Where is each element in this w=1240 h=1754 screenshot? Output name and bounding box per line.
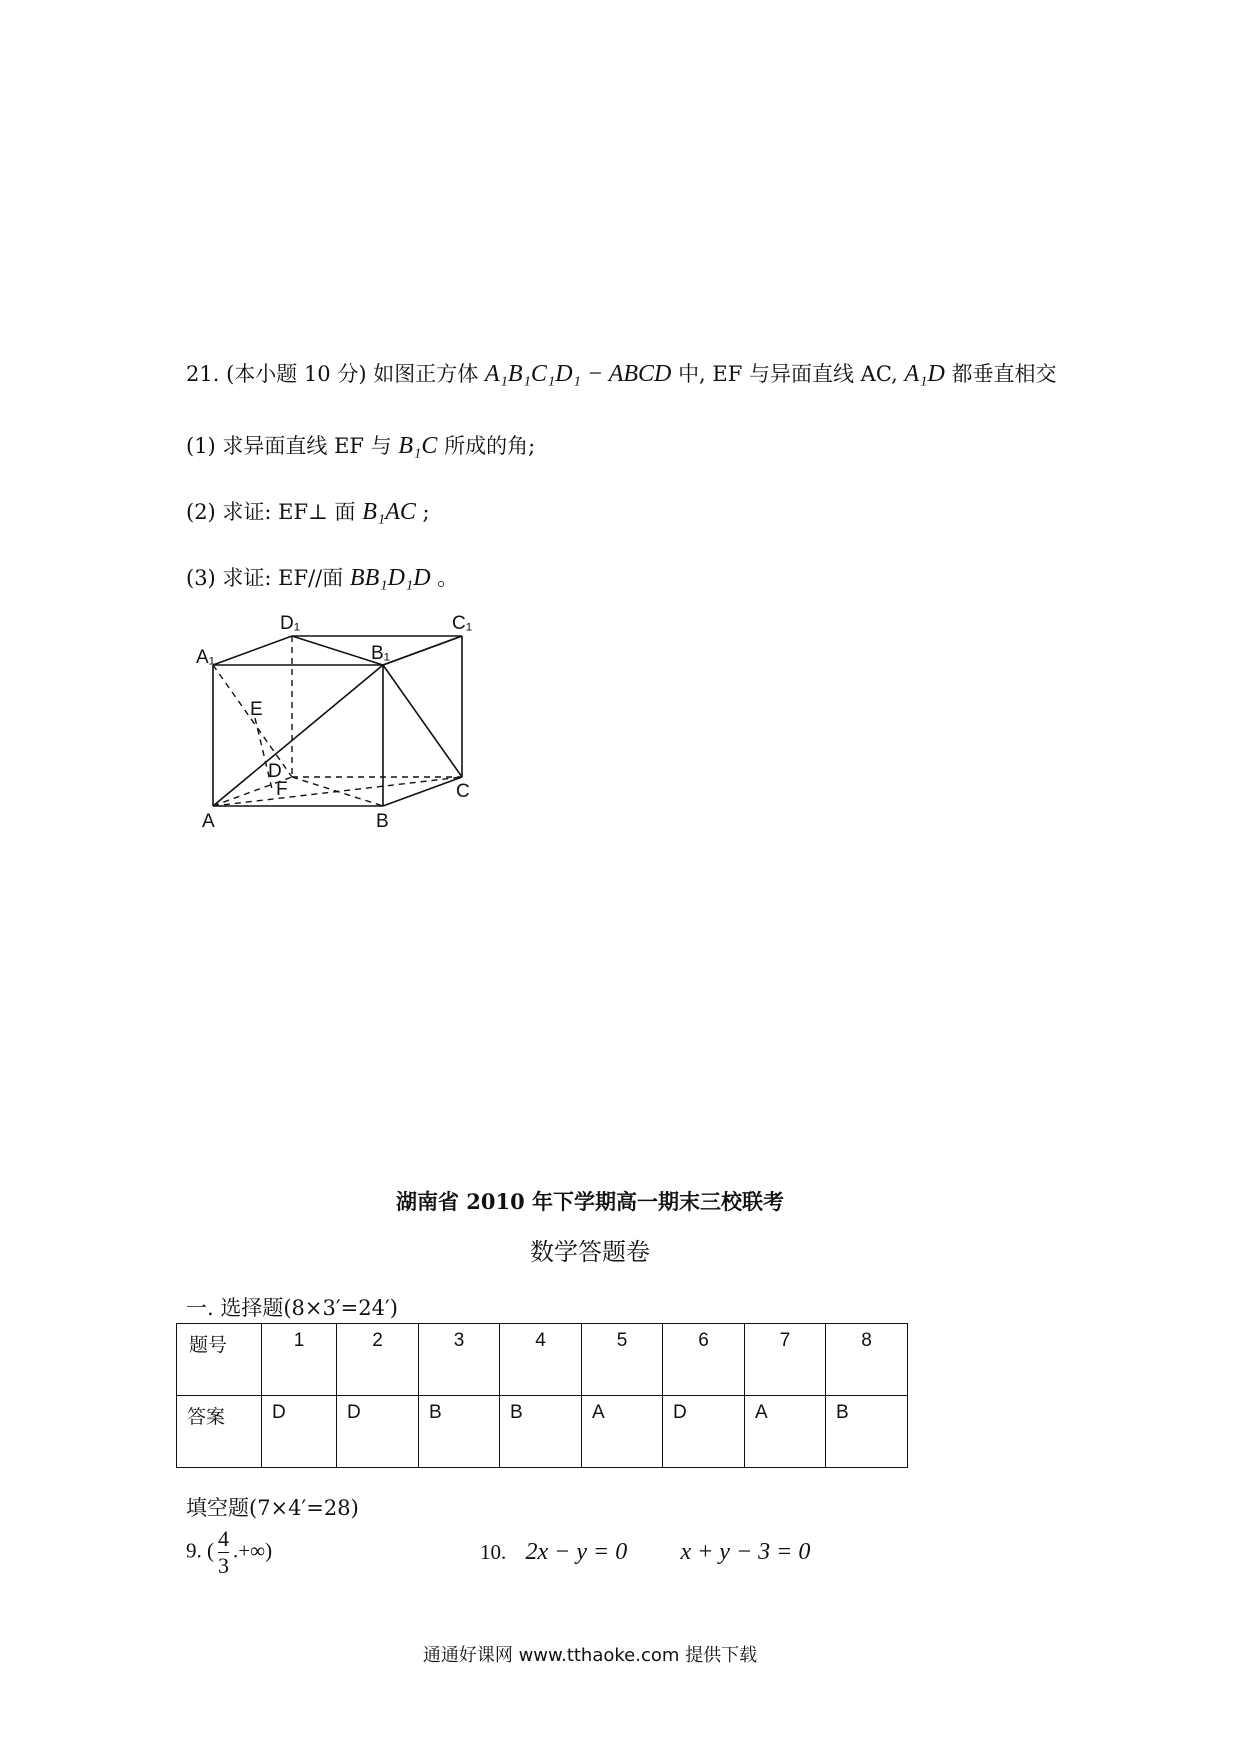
label-c: C	[456, 781, 470, 802]
label-d: D	[268, 761, 282, 782]
section-multiple-choice: 一. 选择题(8×3′=24′)	[186, 1296, 398, 1320]
question-1-text: (1) 求异面直线 EF 与	[186, 434, 392, 458]
question-2-tail: ;	[422, 500, 430, 524]
fraction-denominator: 3	[218, 1553, 229, 1578]
label-b: B	[376, 811, 389, 832]
question-3-tail: 。	[437, 566, 459, 590]
cube-name: A₁B₁C₁D₁ − ABCD	[484, 361, 672, 387]
answer-cell: B	[419, 1396, 500, 1468]
problem-21-end: 都垂直相交	[951, 362, 1057, 386]
footer-credit: 通通好课网 www.tthaoke.com 提供下载	[422, 1645, 758, 1666]
answer-cell: D	[337, 1396, 419, 1468]
fraction-numerator: 4	[218, 1526, 229, 1551]
question-number: 5	[582, 1324, 663, 1396]
label-c1: C₁	[452, 613, 473, 634]
row-label-question: 题号	[177, 1324, 262, 1396]
question-number: 2	[337, 1324, 419, 1396]
problem-21-mid: 中, EF 与异面直线 AC,	[678, 362, 898, 386]
answer-10-label: 10.	[480, 1540, 507, 1564]
fraction	[218, 1526, 229, 1579]
row-label-answer: 答案	[177, 1396, 262, 1468]
question-number: 8	[826, 1324, 908, 1396]
table-row	[177, 1324, 908, 1396]
answer-cell: D	[663, 1396, 745, 1468]
answer-10-eq1: 2x − y = 0	[525, 1539, 628, 1565]
problem-21-header	[186, 358, 1057, 388]
answer-sheet-title: 湖南省 2010 年下学期高一期末三校联考	[395, 1189, 785, 1214]
question-number: 3	[419, 1324, 500, 1396]
question-2-text: (2) 求证: EF⊥ 面	[186, 500, 356, 524]
question-3-text: (3) 求证: EF//面	[186, 566, 344, 590]
line-a1d: A₁D	[904, 361, 945, 387]
answer-9-label: 9.	[186, 1538, 202, 1563]
answer-sheet-subtitle: 数学答题卷	[530, 1238, 650, 1266]
question-2	[186, 496, 430, 526]
problem-21-intro: 21. (本小题 10 分) 如图正方体	[186, 362, 479, 386]
question-number: 6	[663, 1324, 745, 1396]
answer-10	[480, 1539, 810, 1566]
table-row	[177, 1396, 908, 1468]
question-number: 1	[262, 1324, 337, 1396]
answer-cell: B	[500, 1396, 582, 1468]
answer-10-eq2: x + y − 3 = 0	[680, 1539, 811, 1565]
answer-9-open: (	[207, 1538, 214, 1563]
answer-cell: A	[582, 1396, 663, 1468]
answer-9-rest: .+∞)	[233, 1538, 273, 1563]
question-1-math: B₁C	[398, 433, 438, 459]
answer-cell: A	[745, 1396, 826, 1468]
question-1	[186, 430, 535, 460]
answer-table	[176, 1323, 908, 1468]
label-d1: D₁	[280, 613, 301, 634]
question-number: 4	[500, 1324, 582, 1396]
question-2-math: B₁AC	[362, 499, 416, 525]
question-3-math: BB₁D₁D	[349, 565, 431, 591]
question-1-tail: 所成的角;	[444, 434, 536, 458]
label-f: F	[276, 779, 288, 800]
question-number: 7	[745, 1324, 826, 1396]
answer-cell: B	[826, 1396, 908, 1468]
answer-cell: D	[262, 1396, 337, 1468]
label-b1: B₁	[371, 643, 391, 664]
question-3	[186, 562, 458, 592]
cube-figure	[180, 605, 490, 835]
label-e: E	[250, 699, 263, 720]
label-a: A	[202, 811, 215, 832]
answer-9	[186, 1526, 272, 1579]
label-a1: A₁	[196, 647, 216, 668]
section-fill-in: 填空题(7×4′=28)	[186, 1496, 359, 1520]
